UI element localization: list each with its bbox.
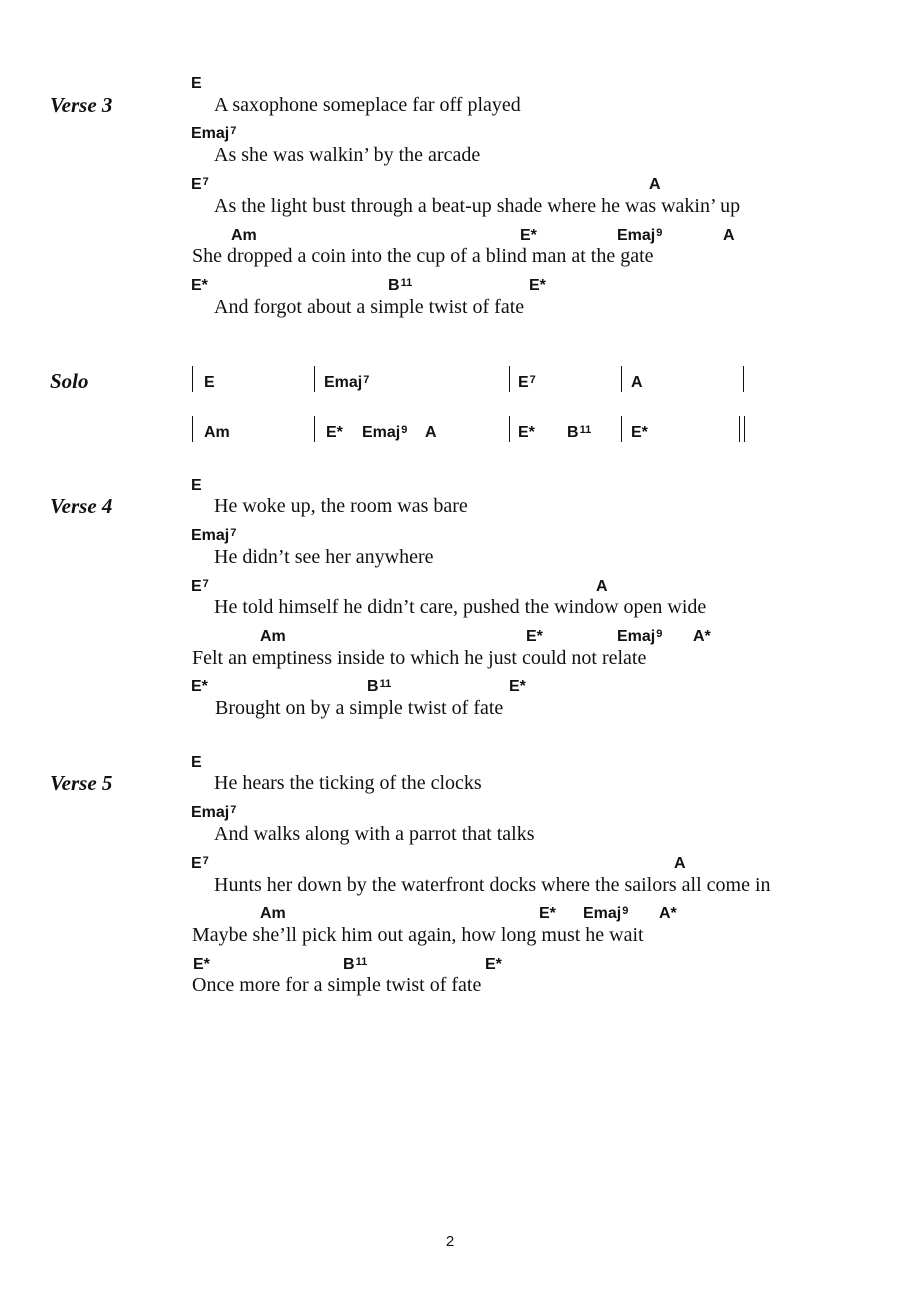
lyric-line: He woke up, the room was bare	[214, 495, 468, 517]
page-number: 2	[445, 1233, 455, 1250]
chord: E*	[191, 678, 208, 695]
chord: E*	[520, 227, 537, 244]
bar-line	[743, 366, 744, 392]
chord: Emaj$^7$	[191, 125, 237, 142]
chord: A	[596, 578, 608, 595]
chord: E	[204, 374, 215, 391]
lyric-line: Hunts her down by the waterfront docks where the sailors all come in	[214, 874, 771, 896]
chord: E*	[326, 424, 343, 441]
chord: $B^{11}$	[388, 277, 413, 294]
verse-4-label: Verse 4	[50, 494, 113, 518]
chord: E*	[526, 628, 543, 645]
chord: E*	[539, 905, 556, 922]
chord: Emaj$^9$	[617, 628, 663, 645]
chord: A	[674, 855, 686, 872]
chord: E*	[191, 277, 208, 294]
verse-5-label: Verse 5	[50, 771, 113, 795]
chord: E	[191, 477, 202, 494]
chord: E*	[485, 956, 502, 973]
chord: E	[191, 754, 202, 771]
chord: Emaj$^7$	[191, 804, 237, 821]
chord: A	[425, 424, 437, 441]
chord: A*	[659, 905, 677, 922]
lyric-line: And walks along with a parrot that talks	[214, 823, 535, 845]
lyric-line: He didn’t see her anywhere	[214, 546, 434, 568]
chord: Am	[260, 905, 286, 922]
lyric-line: Maybe she’ll pick him out again, how long must he wait	[192, 924, 644, 946]
chord: $E^7$	[518, 374, 536, 391]
lyric-line: Once more for a simple twist of fate	[192, 974, 482, 996]
lyric-line: And forgot about a simple twist of fate	[214, 296, 525, 318]
bar-line	[509, 416, 510, 442]
chord: A	[649, 176, 661, 193]
lyric-line: Brought on by a simple twist of fate	[215, 697, 504, 719]
lyric-line: Felt an emptiness inside to which he just could not relate	[192, 647, 647, 669]
lyric-line: As the light bust through a beat-up shade where he was wakin’ up	[214, 195, 741, 217]
bar-line	[192, 416, 193, 442]
lyric-line: He hears the ticking of the clocks	[214, 772, 482, 794]
chord: E*	[518, 424, 535, 441]
chord: A*	[693, 628, 711, 645]
chord: $E^7$	[191, 855, 209, 872]
chord: $E^7$	[191, 176, 209, 193]
chord: Am	[204, 424, 230, 441]
chord: E*	[509, 678, 526, 695]
chord: $E^7$	[191, 578, 209, 595]
bar-line	[621, 366, 622, 392]
bar-line	[192, 366, 193, 392]
final-bar-line	[739, 416, 740, 442]
chord: Am	[231, 227, 257, 244]
chord: A	[723, 227, 735, 244]
chord: Am	[260, 628, 286, 645]
chord: E*	[631, 424, 648, 441]
bar-line	[621, 416, 622, 442]
bar-line	[314, 366, 315, 392]
chord: Emaj$^9$	[362, 424, 408, 441]
bar-line	[314, 416, 315, 442]
chord: E	[191, 75, 202, 92]
chord: Emaj$^7$	[191, 527, 237, 544]
chord: $B^{11}$	[343, 956, 368, 973]
chord: E*	[193, 956, 210, 973]
chord: Emaj$^7$	[324, 374, 370, 391]
lyric-line: As she was walkin’ by the arcade	[214, 144, 481, 166]
chord: Emaj$^9$	[617, 227, 663, 244]
chord: Emaj$^9$	[583, 905, 629, 922]
lyric-line: A saxophone someplace far off played	[214, 94, 521, 116]
final-bar-line	[744, 416, 745, 442]
chord: $B^{11}$	[567, 424, 592, 441]
bar-line	[509, 366, 510, 392]
chord: A	[631, 374, 643, 391]
lyric-line: She dropped a coin into the cup of a blind man at the gate	[192, 245, 654, 267]
chord: $B^{11}$	[367, 678, 392, 695]
solo-label: Solo	[50, 369, 89, 393]
verse-3-label: Verse 3	[50, 93, 113, 117]
chord: E*	[529, 277, 546, 294]
lyric-line: He told himself he didn’t care, pushed the window open wide	[214, 596, 707, 618]
